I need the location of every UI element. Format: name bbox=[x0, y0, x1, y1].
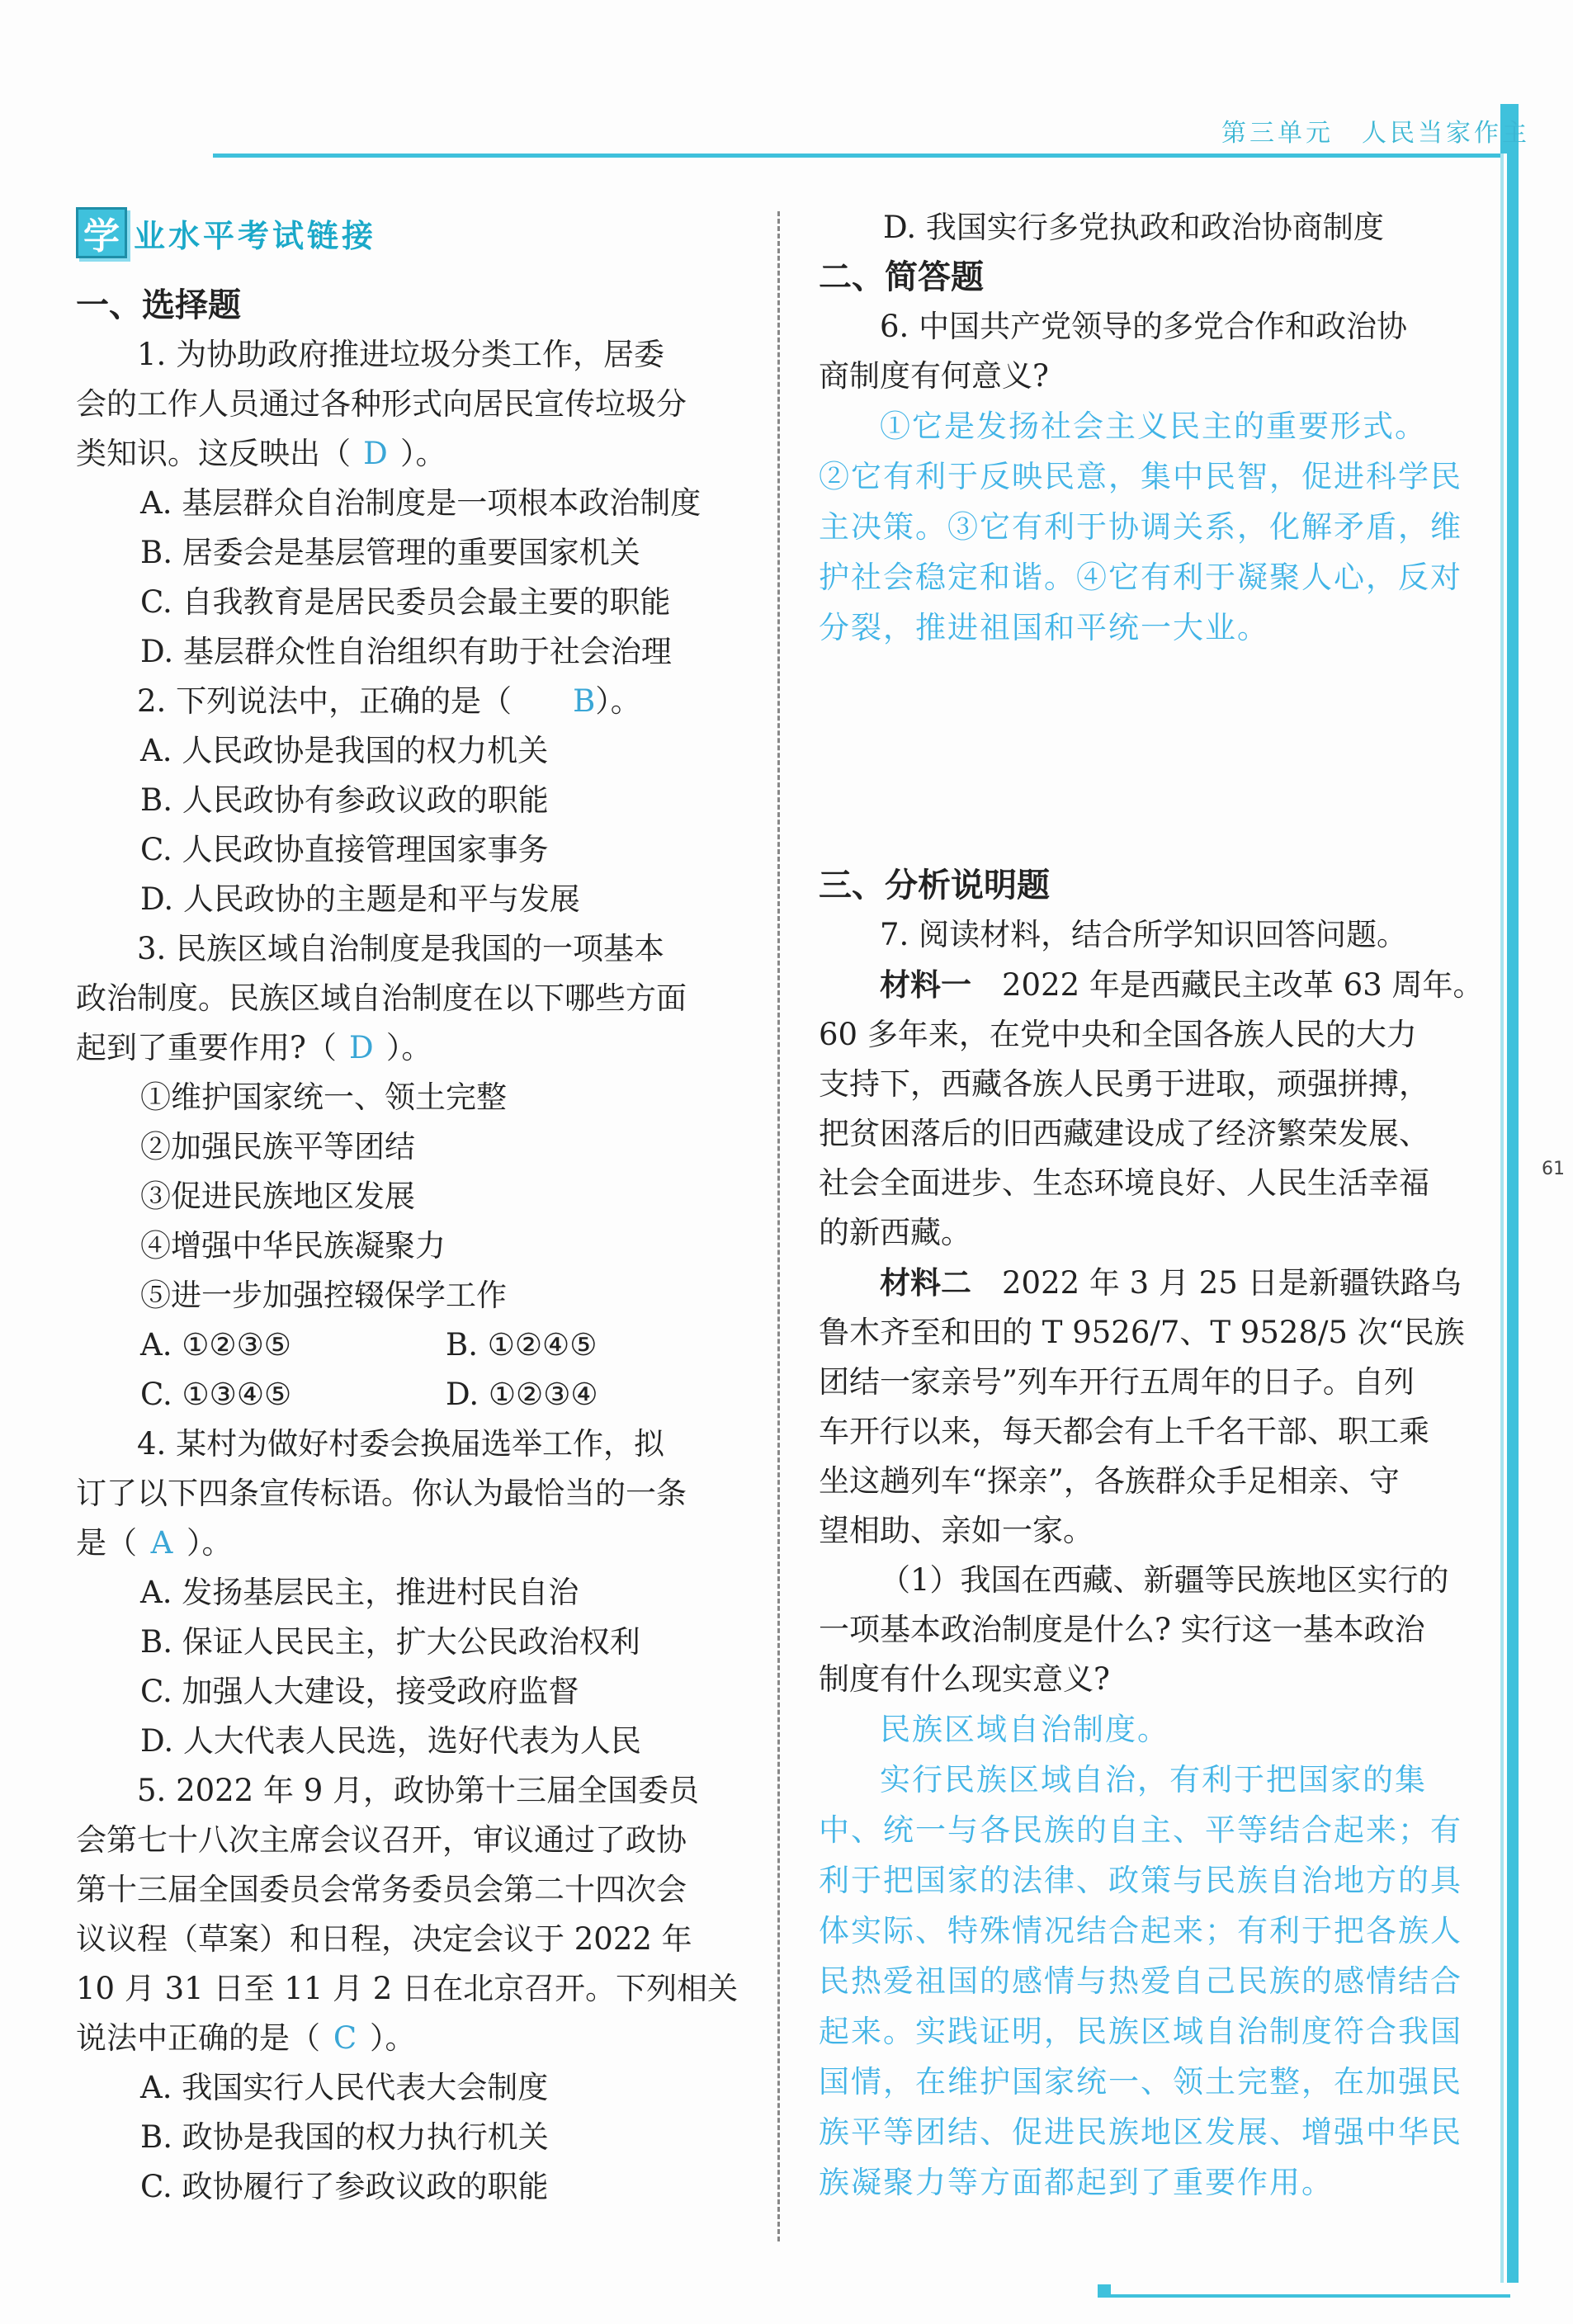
q7-material1-line-1 bbox=[819, 960, 1487, 1010]
q7-answer-line-5: 民热爱祖国的感情与热爱自己民族的感情结合 bbox=[819, 1963, 1462, 1999]
q6-answer-line-1: ①它是发扬社会主义民主的重要形式。 bbox=[880, 409, 1427, 444]
q7-material1-line-5: 社会全面进步、生态环境良好、人民生活幸福 bbox=[819, 1165, 1429, 1201]
q3-options-row-2 bbox=[76, 1370, 751, 1419]
q7-material2-line-1 bbox=[819, 1258, 1487, 1308]
q7-answer-line-2: 中、统一与各民族的自主、平等结合起来；有 bbox=[819, 1812, 1462, 1848]
page-edge-bar bbox=[1507, 154, 1519, 2283]
q3-item-2: ②加强民族平等团结 bbox=[140, 1129, 415, 1164]
question-7 bbox=[819, 910, 1487, 2208]
footer-square bbox=[1098, 2284, 1111, 2298]
footer-rule bbox=[1098, 2294, 1510, 2298]
q7-material1-line-4: 把贫困落后的旧西藏建设成了经济繁荣发展、 bbox=[819, 1116, 1429, 1151]
q7-answer-line-7: 国情，在维护国家统一、领土完整，在加强民 bbox=[819, 2064, 1462, 2100]
q5-answer: C bbox=[333, 2020, 357, 2056]
question-3 bbox=[76, 924, 751, 1419]
section-choice: 一、选择题 bbox=[76, 286, 241, 324]
column-divider bbox=[777, 211, 780, 2241]
material1-text: 2022 年是西藏民主改革 63 周年。 bbox=[971, 967, 1484, 1003]
q4-line-2: 订了以下四条宣传标语。你认为最恰当的一条 bbox=[76, 1476, 687, 1511]
q1-option-c: C. 自我教育是居民委员会最主要的职能 bbox=[140, 584, 671, 620]
q7-answer-line-1: 实行民族区域自治，有利于把国家的集 bbox=[880, 1762, 1427, 1797]
q3-stem-tail: 起到了重要作用?（ bbox=[76, 1030, 337, 1065]
q5-stem-end: ）。 bbox=[370, 2020, 416, 2056]
header-rule bbox=[213, 154, 1500, 158]
q5-line-1: 5. 2022 年 9 月，政协第十三届全国委员 bbox=[137, 1773, 700, 1808]
q4-line-1: 4. 某村为做好村委会换届选举工作，拟 bbox=[137, 1426, 665, 1462]
material2-text: 2022 年 3 月 25 日是新疆铁路乌 bbox=[971, 1265, 1462, 1301]
badge-icon: 学 bbox=[76, 207, 127, 258]
q3-line-3 bbox=[76, 1023, 751, 1073]
q1-stem-end: ）。 bbox=[400, 436, 446, 471]
q3-stem-end: ）。 bbox=[385, 1030, 432, 1065]
q1-line-2: 会的工作人员通过各种形式向居民宣传垃圾分 bbox=[76, 386, 687, 422]
q7-material2-line-3: 团结一家亲号”列车开行五周年的日子。自列 bbox=[819, 1364, 1415, 1400]
q4-option-c: C. 加强人大建设，接受政府监督 bbox=[140, 1674, 579, 1709]
blank-space bbox=[819, 653, 1487, 861]
left-column bbox=[76, 203, 751, 2212]
q5-line-3: 第十三届全国委员会常务委员会第二十四次会 bbox=[76, 1872, 687, 1907]
q5-line-6 bbox=[76, 2014, 751, 2063]
q6-answer-line-2: ②它有利于反映民意，集中民智，促进科学民 bbox=[819, 459, 1462, 494]
q5-option-b: B. 政协是我国的权力执行机关 bbox=[140, 2119, 549, 2155]
page-edge-bar-inner bbox=[1500, 154, 1504, 2283]
q1-option-a: A. 基层群众自治制度是一项根本政治制度 bbox=[140, 485, 701, 521]
question-2 bbox=[76, 677, 751, 924]
q3-answer: D bbox=[349, 1030, 374, 1065]
q1-option-b: B. 居委会是基层管理的重要国家机关 bbox=[140, 535, 640, 570]
section-badge bbox=[76, 203, 751, 262]
q7-material2-line-5: 坐这趟列车“探亲”，各族群众手足相亲、守 bbox=[819, 1463, 1400, 1499]
section-analysis: 三、分析说明题 bbox=[819, 867, 1050, 905]
q3-options-row-1 bbox=[76, 1320, 751, 1370]
q3-item-3: ③促进民族地区发展 bbox=[140, 1179, 415, 1214]
q3-item-1: ①维护国家统一、领土完整 bbox=[140, 1079, 507, 1115]
q2-option-c: C. 人民政协直接管理国家事务 bbox=[140, 832, 549, 867]
q2-stem-text: 2. 下列说法中，正确的是（ bbox=[137, 683, 513, 719]
q7-sub1-line-2: 一项基本政治制度是什么? 实行这一基本政治 bbox=[819, 1612, 1425, 1647]
q3-option-c: C. ①③④⑤ bbox=[140, 1377, 292, 1412]
q2-stem bbox=[76, 677, 751, 726]
material1-label: 材料一 bbox=[880, 966, 971, 1003]
q3-option-a: A. ①②③⑤ bbox=[140, 1327, 291, 1363]
q5-line-5: 10 月 31 日至 11 月 2 日在北京召开。下列相关 bbox=[76, 1971, 739, 2006]
q3-item-4: ④增强中华民族凝聚力 bbox=[140, 1228, 446, 1264]
q7-material2-line-2: 鲁木齐至和田的 T 9526/7、T 9528/5 次“民族 bbox=[819, 1315, 1465, 1350]
q1-stem-tail: 类知识。这反映出（ bbox=[76, 436, 351, 471]
q7-material2-line-4: 车开行以来，每天都会有上千名干部、职工乘 bbox=[819, 1414, 1429, 1449]
q2-answer: B bbox=[573, 683, 596, 719]
q4-option-a: A. 发扬基层民主，推进村民自治 bbox=[140, 1575, 579, 1610]
q7-answer-line-3: 利于把国家的法律、政策与民族自治地方的具 bbox=[819, 1863, 1462, 1898]
q7-stem: 7. 阅读材料，结合所学知识回答问题。 bbox=[880, 917, 1408, 952]
q7-sub1-line-1: （1）我国在西藏、新疆等民族地区实行的 bbox=[880, 1562, 1449, 1598]
right-column bbox=[819, 203, 1487, 2208]
q6-answer-line-5: 分裂，推进祖国和平统一大业。 bbox=[819, 610, 1269, 645]
q5-option-a: A. 我国实行人民代表大会制度 bbox=[140, 2070, 549, 2105]
q3-option-b: B. ①②④⑤ bbox=[446, 1327, 598, 1363]
q1-answer: D bbox=[363, 436, 388, 471]
q4-stem-end: ）。 bbox=[187, 1525, 233, 1561]
q7-material1-line-3: 支持下，西藏各族人民勇于进取，顽强拼搏， bbox=[819, 1066, 1429, 1102]
q2-option-a: A. 人民政协是我国的权力机关 bbox=[140, 733, 549, 768]
question-6 bbox=[819, 302, 1487, 653]
badge-title: 业水平考试链接 bbox=[134, 217, 377, 254]
page-number: 61 bbox=[1542, 1159, 1565, 1179]
question-5 bbox=[76, 1766, 751, 2212]
q7-material2-line-6: 望相助、亲如一家。 bbox=[819, 1513, 1094, 1548]
q3-line-1: 3. 民族区域自治制度是我国的一项基本 bbox=[137, 931, 665, 966]
q7-material1-line-2: 60 多年来，在党中央和全国各族人民的大力 bbox=[819, 1017, 1417, 1052]
question-1 bbox=[76, 330, 751, 677]
q5-option-d: D. 我国实行多党执政和政治协商制度 bbox=[883, 210, 1384, 245]
q7-answer-line-4: 体实际、特殊情况结合起来；有利于把各族人 bbox=[819, 1913, 1462, 1948]
q7-sub1-line-3: 制度有什么现实意义? bbox=[819, 1661, 1110, 1697]
q5-line-2: 会第七十八次主席会议召开，审议通过了政协 bbox=[76, 1822, 687, 1858]
unit-header: 第三单元 人民当家作主 bbox=[1221, 119, 1530, 148]
q2-option-d: D. 人民政协的主题是和平与发展 bbox=[140, 881, 580, 917]
q7-answer-line-8: 族平等团结、促进民族地区发展、增强中华民 bbox=[819, 2114, 1462, 2150]
q3-option-d: D. ①②③④ bbox=[446, 1377, 598, 1412]
section-short: 二、简答题 bbox=[819, 258, 984, 296]
material2-label: 材料二 bbox=[880, 1264, 971, 1301]
q6-answer-line-4: 护社会稳定和谐。④它有利于凝聚人心，反对 bbox=[819, 560, 1462, 595]
q3-line-2: 政治制度。民族区域自治制度在以下哪些方面 bbox=[76, 980, 687, 1016]
q7-answer-line-9: 族凝聚力等方面都起到了重要作用。 bbox=[819, 2165, 1334, 2200]
q7-answer-short: 民族区域自治制度。 bbox=[880, 1712, 1169, 1747]
q1-line-1: 1. 为协助政府推进垃圾分类工作，居委 bbox=[137, 337, 665, 372]
question-4 bbox=[76, 1419, 751, 1766]
q4-stem-tail: 是（ bbox=[76, 1525, 137, 1561]
q1-option-d: D. 基层群众性自治组织有助于社会治理 bbox=[140, 634, 672, 669]
q3-item-5: ⑤进一步加强控辍保学工作 bbox=[140, 1278, 507, 1313]
q7-answer-line-6: 起来。实践证明，民族区域自治制度符合我国 bbox=[819, 2014, 1462, 2049]
q4-line-3 bbox=[76, 1519, 751, 1568]
q4-option-d: D. 人大代表人民选，选好代表为人民 bbox=[140, 1723, 641, 1759]
q4-option-b: B. 保证人民民主，扩大公民政治权利 bbox=[140, 1624, 640, 1660]
q2-stem-end: ）。 bbox=[595, 683, 641, 719]
q5-line-4: 议议程（草案）和日程，决定会议于 2022 年 bbox=[76, 1921, 692, 1957]
q6-line-1: 6. 中国共产党领导的多党合作和政治协 bbox=[880, 309, 1408, 344]
q1-line-3 bbox=[76, 429, 751, 479]
q6-line-2: 商制度有何意义? bbox=[819, 358, 1049, 394]
q7-material1-line-6: 的新西藏。 bbox=[819, 1215, 971, 1250]
q5-stem-tail: 说法中正确的是（ bbox=[76, 2020, 320, 2056]
q2-option-b: B. 人民政协有参政议政的职能 bbox=[140, 782, 549, 818]
q4-answer: A bbox=[150, 1525, 173, 1561]
q5-option-c: C. 政协履行了参政议政的职能 bbox=[140, 2169, 549, 2204]
q6-answer-line-3: 主决策。③它有利于协调关系，化解矛盾，维 bbox=[819, 509, 1462, 545]
